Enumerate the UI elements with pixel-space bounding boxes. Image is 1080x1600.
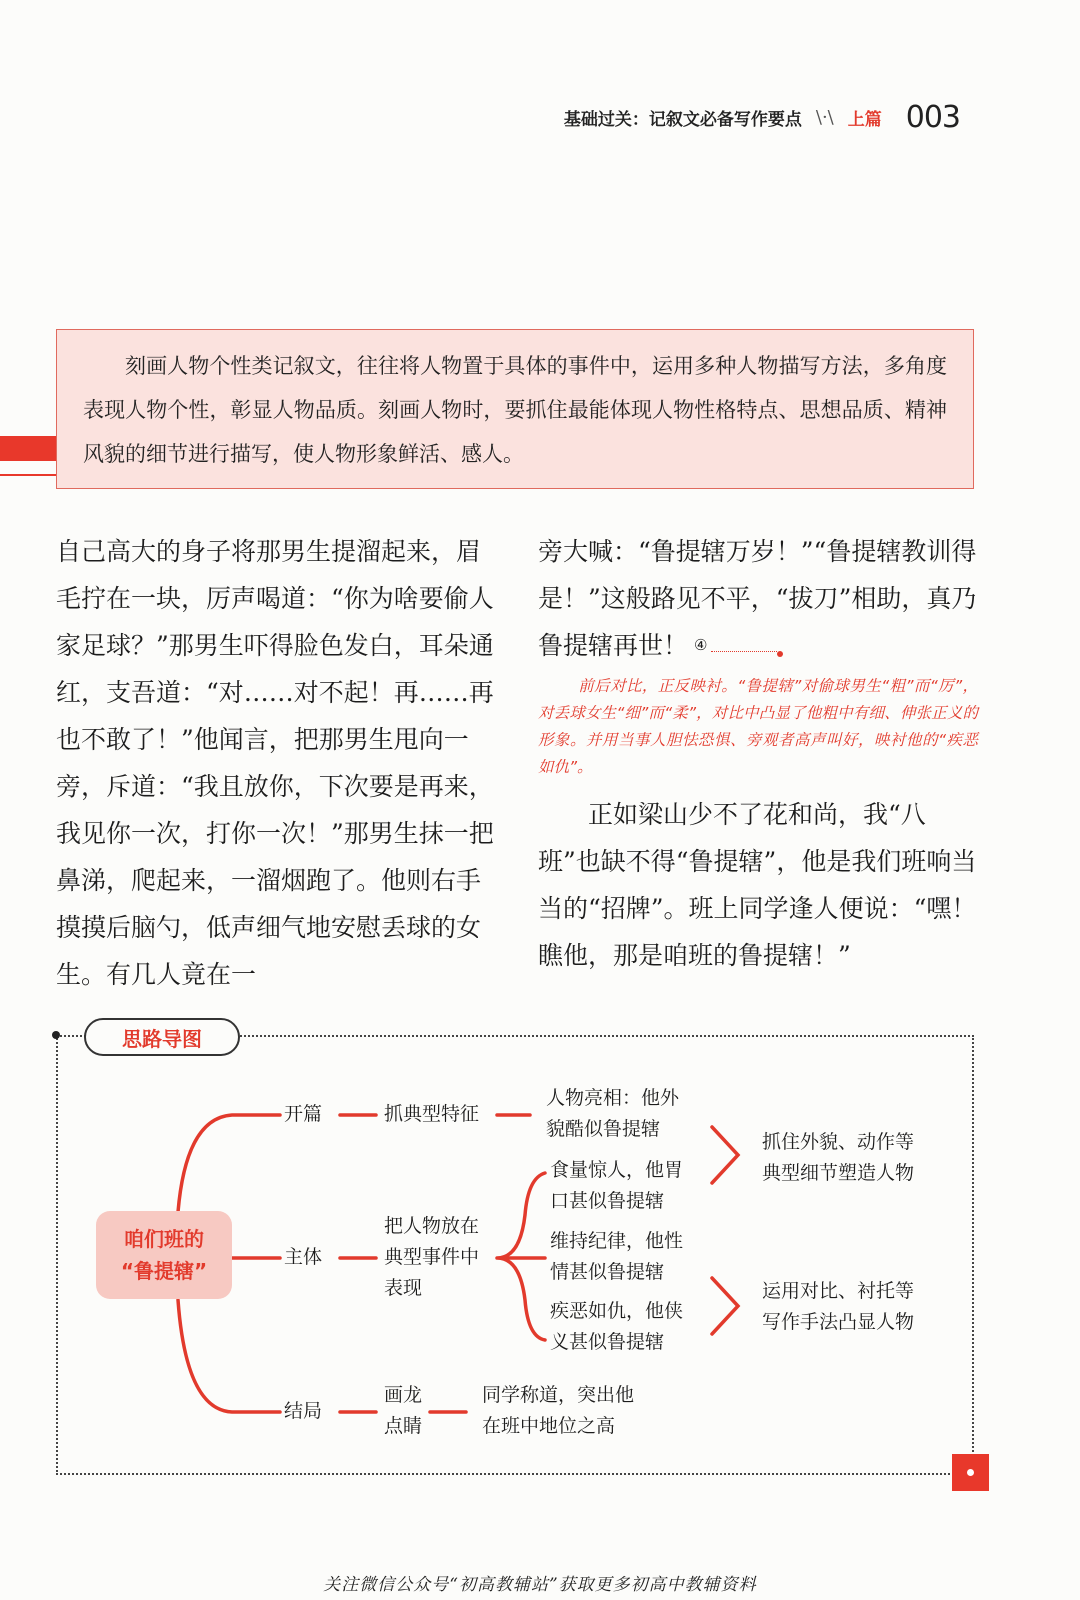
open-method: 抓典型特征	[384, 1103, 480, 1125]
main-item-discipline	[550, 1226, 683, 1288]
part-label: 上篇	[847, 110, 882, 130]
mindmap-title: 思路导图	[84, 1018, 240, 1056]
intro-box: 刻画人物个性类记叙文，往往将人物置于具体的事件中，运用多种人物描写方法，多角度表现人物个性，彰显人物品质。刻画人物时，要抓住最能体现人物性格特点、思想品质、精神风貌的细节进行描写，使人物形象鲜活、感人。	[56, 329, 974, 489]
node-text-line: 食量惊人，他胃	[550, 1159, 684, 1181]
main-item-justice	[550, 1296, 683, 1358]
body-paragraph: 正如梁山少不了花和尚，我“八班”也缺不得“鲁提辖”，他是我们班响当当的“招牌”。班上同学逢人便说：“嘿！瞧他，那是咱班的鲁提辖！”	[538, 800, 977, 970]
fan-curves	[497, 1173, 545, 1340]
branch-curve-bottom	[178, 1300, 280, 1412]
footer-note: 关注微信公众号“初高教辅站”获取更多初高中教辅资料	[323, 1575, 757, 1595]
node-text-line: 口甚似鲁提辖	[550, 1190, 665, 1212]
node-text-line: 人物亮相：他外	[546, 1087, 680, 1109]
slash-ornament-icon: \·\	[815, 107, 834, 128]
branch-end-label: 结局	[284, 1400, 323, 1422]
paragraph-text: 旁大喊：“鲁提辖万岁！”“鲁提辖教训得是！”这般路见不平，“拔刀”相助，真乃鲁提辖再世！	[538, 537, 977, 660]
node-text-line: 表现	[384, 1277, 423, 1299]
end-detail	[482, 1380, 634, 1442]
node-text-line: 典型事件中	[384, 1246, 480, 1268]
node-text-line: 点睛	[384, 1415, 423, 1437]
open-detail	[546, 1083, 679, 1145]
node-text-line: 抓住外貌、动作等	[762, 1131, 915, 1153]
main-method	[384, 1211, 479, 1304]
summary-appearance	[762, 1127, 914, 1189]
summary-technique	[762, 1276, 914, 1338]
end-method	[384, 1380, 422, 1442]
chevron-right-icon	[712, 1127, 738, 1183]
main-item-appetite	[550, 1155, 683, 1217]
page-number: 003	[905, 100, 960, 135]
node-text-line: 运用对比、衬托等	[762, 1280, 915, 1302]
section-title: 基础过关：记叙文必备写作要点	[563, 110, 802, 130]
node-text-line: 写作手法凸显人物	[762, 1311, 915, 1333]
center-label-line1: 咱们班的	[124, 1227, 204, 1251]
node-text-line: 貌酷似鲁提辖	[546, 1118, 661, 1140]
node-text-line: 把人物放在	[384, 1215, 480, 1237]
node-text-line: 典型细节塑造人物	[762, 1162, 915, 1184]
node-text-line: 画龙	[384, 1384, 423, 1406]
chevron-right-icon	[712, 1278, 738, 1334]
margin-annotation: 前后对比，正反映衬。“鲁提辖”对偷球男生“粗”而“厉”，对丢球女生“细”而“柔”，对比中凸显了他粗中有细、伸张正义的形象。并用当事人胆怯恐惧、旁观者高声叫好，映衬他的“疾恶如仇”。	[538, 677, 978, 776]
branch-main-label: 主体	[284, 1246, 323, 1268]
node-text-line: 同学称道，突出他	[482, 1384, 635, 1406]
center-label-line2: “鲁提辖”	[120, 1259, 208, 1283]
mindmap-center-node	[96, 1211, 232, 1299]
branch-curve-top	[178, 1115, 280, 1212]
node-text-line: 维持纪律，他性	[550, 1230, 684, 1252]
annotation-marker: ④	[694, 636, 708, 654]
node-text-line: 疾恶如仇，他侠	[550, 1300, 684, 1322]
node-text-line: 在班中地位之高	[482, 1415, 616, 1437]
body-paragraph: 自己高大的身子将那男生提溜起来，眉毛拧在一块，厉声喝道：“你为啥要偷人家足球？”那男生吓得脸色发白，耳朵通红，支吾道：“对……对不起！再……再也不敢了！”他闻言，把那男生甩向一旁，斥道：“我且放你，下次要是再来，我见你一次，打你一次！”那男生抹一把鼻涕，爬起来，一溜烟跑了。他则右手摸摸后脑勺，低声细气地安慰丢球的女生。有几人竟在一	[56, 537, 494, 989]
branch-open-label: 开篇	[284, 1103, 323, 1125]
node-text-line: 情甚似鲁提辖	[550, 1261, 665, 1283]
node-text-line: 义甚似鲁提辖	[550, 1331, 665, 1353]
